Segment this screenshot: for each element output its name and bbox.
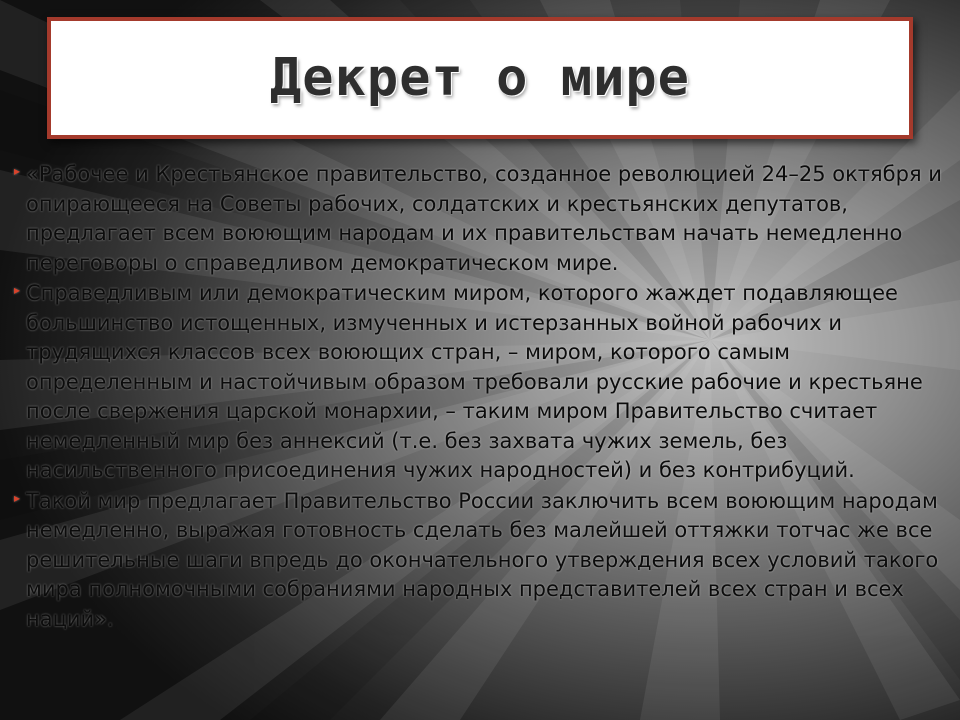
paragraph-1 [14,160,950,278]
paragraph-2-text: Справедливым или демократическим миром, которого жаждет подавляющее большинство истощенных, измученных и истерзанных войной рабочих и трудящихся классов всех воюющих стран, – миром, которого самым определенным и настойчивым образом требовали русские рабочие и крестьяне после свержения царской монархии, – таким миром Правительство считает немедленный мир без аннексий (т.е. без захвата чужих земель, без насильственного присоединения чужих народностей) и без контрибуций. [26,281,923,482]
paragraph-3-text: Такой мир предлагает Правительство России заключить всем воюющим народам немедленно, выражая готовность сделать без малейшей оттяжки тотчас же все решительные шаги впредь до окончательного утверждения всех условий такого мира полномочными собраниями народных представителей всех стран и всех наций». [26,488,939,631]
slide-title: Декрет о мире [270,48,690,108]
triangle-bullet-icon: ▸ [14,283,21,297]
slide-content [14,160,950,635]
paragraph-1-text: «Рабочее и Крестьянское правительство, созданное революцией 24–25 октября и опирающееся на Советы рабочих, солдатских и крестьянских депутатов, предлагает всем воюющим народам и их правительствам начать немедленно переговоры о справедливом демократическом мире. [26,162,942,275]
triangle-bullet-icon: ▸ [14,490,21,505]
paragraph-3 [14,487,950,635]
paragraph-2 [14,279,950,486]
title-box [47,17,913,139]
triangle-bullet-icon: ▸ [14,164,21,178]
